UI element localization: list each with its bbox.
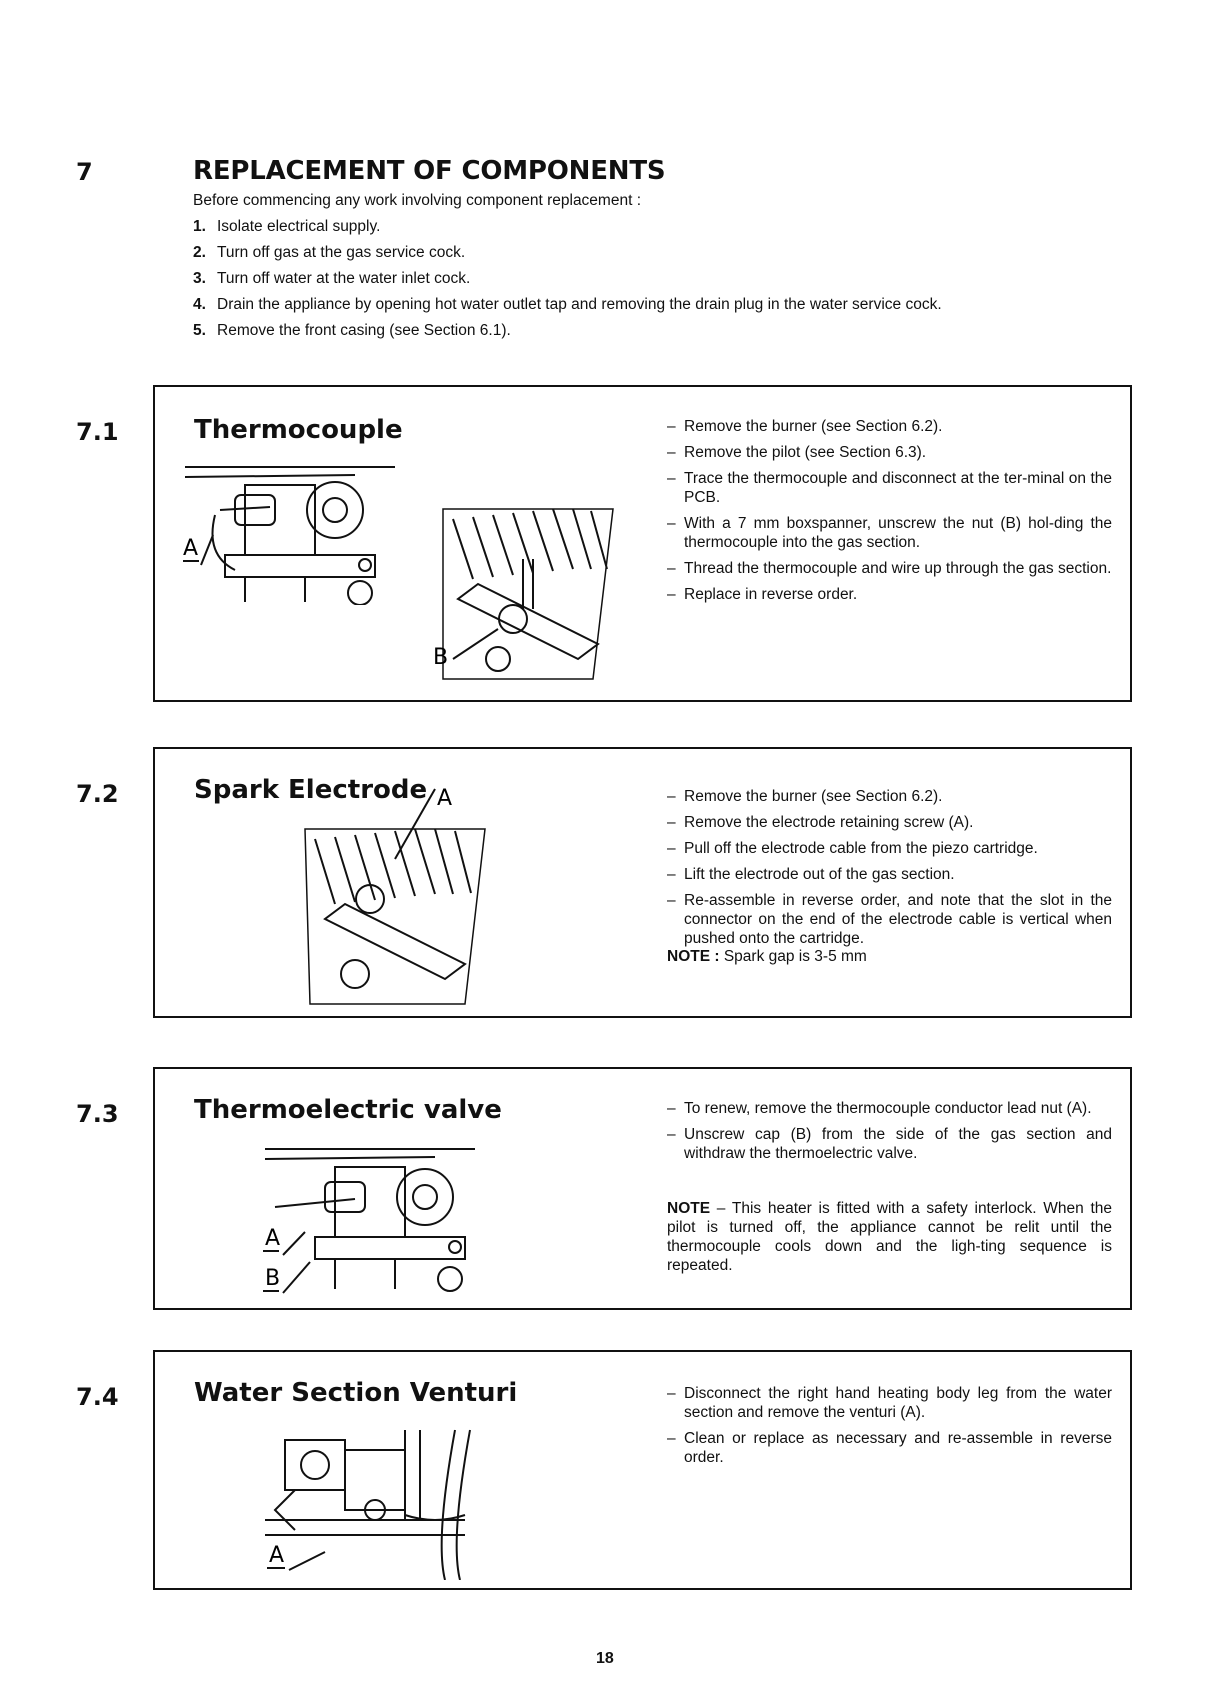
- subsection-number-7-4: 7.4: [76, 1383, 119, 1411]
- thermocouple-valve-illustration: [175, 455, 405, 605]
- subsection-number-7-2: 7.2: [76, 780, 119, 808]
- page-number: 18: [596, 1650, 614, 1667]
- figure-label-a: A: [265, 1226, 281, 1251]
- instruction-item: – Unscrew cap (B) from the side of the gas section and withdraw the thermoelectric valve.: [667, 1126, 1112, 1162]
- prep-step: 4. Drain the appliance by opening hot water outlet tap and removing the drain plug in the water service cock.: [193, 296, 942, 313]
- instruction-item: – Replace in reverse order.: [667, 586, 858, 603]
- subsection-number-7-1: 7.1: [76, 418, 119, 446]
- figure-label-b: B: [265, 1266, 281, 1291]
- instruction-item: – Disconnect the right hand heating body leg from the water section and remove the venturi (A).: [667, 1385, 1112, 1421]
- figure-label-b: B: [433, 645, 449, 670]
- prep-step: 3. Turn off water at the water inlet cock.: [193, 270, 471, 287]
- subsection-box-spark-electrode: [153, 747, 1132, 1018]
- instruction-item: – Re-assemble in reverse order, and note that the slot in the connector on the end of the electrode cable is vertical when pushed onto the cartridge.: [667, 892, 1112, 947]
- section-intro: Before commencing any work involving component replacement :: [193, 192, 642, 209]
- figure-label-a: A: [183, 536, 199, 561]
- thermocouple-burner-illustration: [423, 499, 623, 689]
- subsection-title: Water Section Venturi: [194, 1378, 518, 1408]
- instruction-item: – To renew, remove the thermocouple conductor lead nut (A).: [667, 1100, 1092, 1117]
- prep-step: 1. Isolate electrical supply.: [193, 218, 381, 235]
- spark-electrode-instructions: [667, 787, 1112, 955]
- subsection-box-thermoelectric-valve: [153, 1067, 1132, 1310]
- instruction-item: – Thread the thermocouple and wire up through the gas section.: [667, 560, 1112, 577]
- thermocouple-instructions: [667, 417, 1112, 611]
- venturi-instructions: [667, 1384, 1112, 1474]
- instruction-item: – Clean or replace as necessary and re-assemble in reverse order.: [667, 1430, 1112, 1466]
- instruction-item: – Lift the electrode out of the gas section.: [667, 866, 955, 883]
- figure-label-a: A: [269, 1543, 285, 1568]
- instruction-item: – Trace the thermocouple and disconnect at the ter-minal on the PCB.: [667, 470, 1112, 506]
- instruction-item: – Remove the pilot (see Section 6.3).: [667, 444, 927, 461]
- instruction-item: – Pull off the electrode cable from the piezo cartridge.: [667, 840, 1038, 857]
- prep-steps-list: [193, 214, 942, 344]
- prep-step: 5. Remove the front casing (see Section 6.1).: [193, 322, 511, 339]
- instruction-item: – Remove the electrode retaining screw (A).: [667, 814, 974, 831]
- instruction-item: – Remove the burner (see Section 6.2).: [667, 418, 943, 435]
- section-number: 7: [76, 158, 93, 186]
- venturi-illustration: [255, 1420, 495, 1580]
- instruction-item: – With a 7 mm boxspanner, unscrew the nut (B) hol-ding the thermocouple into the gas section.: [667, 515, 1112, 551]
- figure-label-a: A: [437, 786, 453, 811]
- subsection-box-thermocouple: [153, 385, 1132, 702]
- section-title: REPLACEMENT OF COMPONENTS: [193, 156, 666, 186]
- spark-electrode-illustration: [285, 779, 505, 1009]
- safety-interlock-note: NOTE – This heater is fitted with a safety interlock. When the pilot is turned off, the appliance cannot be relit until the thermocouple cools down and the ligh-ting sequence is repeated.: [667, 1200, 1113, 1274]
- instruction-item: – Remove the burner (see Section 6.2).: [667, 788, 943, 805]
- subsection-title: Spark Electrode: [194, 775, 428, 805]
- subsection-title: Thermocouple: [194, 415, 403, 445]
- thermoelectric-valve-instructions: [667, 1099, 1112, 1170]
- subsection-title: Thermoelectric valve: [194, 1095, 502, 1125]
- subsection-box-water-section-venturi: [153, 1350, 1132, 1590]
- subsection-number-7-3: 7.3: [76, 1100, 119, 1128]
- thermoelectric-valve-illustration: [255, 1137, 485, 1297]
- spark-gap-note: NOTE : Spark gap is 3-5 mm: [667, 948, 867, 965]
- prep-step: 2. Turn off gas at the gas service cock.: [193, 244, 466, 261]
